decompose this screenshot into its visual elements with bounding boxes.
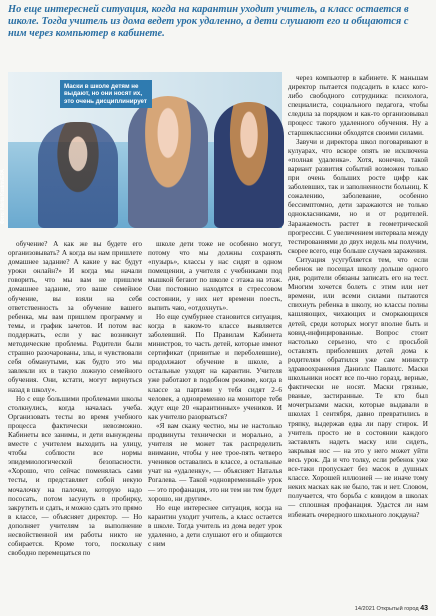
photo-person-right — [214, 102, 284, 228]
paragraph: обучение? А как же вы будете его организовывать? А когда вы нам пришлете домашнее задание? А какие у вас будут уроки онлайн?» И когда мы начали говорить, что мы вам не пришлем домашнее задание, это ваше семейное обучение, вы взяли на себя ответственность за обучение вашего ребенка, мы вам пришлем программу и темы, и график зачетов. И потом вас поддержать, если у вас возникнут методические проблемы. Родители были страшно разочарованы, злы, и чувствовали себя обманутыми, как будто это мы завлекли их в такую ложную семейного обучения. Они, кстати, могут вернуться назад в школу». — [8, 240, 142, 394]
paragraph: школе дети тоже не особенно могут, потому что мы должны сохранять «пузырь», классы у нас сидят в одном помещении, а учителя с учебниками под мышкой бегают по школе с этажа на этаж. Они постоянно находятся в стрессовом состоянии, у них нет времени поесть, выпить чаю, «отдохнуть». — [148, 240, 282, 312]
page-number: 43 — [420, 605, 428, 612]
issue-label: 14/2021 Открытый город — [354, 606, 419, 612]
photo-credit: Фото: Nikita Kostrin/EPA — [0, 169, 6, 224]
paragraph: Но еще сумбурнее становится ситуация, когда в каком-то классе выявляется заболевший. По Правилам Кабинета министров, то часть детей, которые имеют сертификат (привитые и переболевшие), продолжают обучение в школе, а остальные уходят на карантин. Учителя уже работают в подобном режиме, когда в классе за партами у тебя сидят 2–6 человек, а одновременно на мониторе тебя ждут еще 20 «карантинных» учеников. И как учителю разорваться? — [148, 312, 282, 421]
paragraph: через компьютер в кабинете. К маньшам директор пытается подсадить в класс кого-либо свободного сотрудника: психолога, специалиста, социального педагога, чтобы следила за порядком и как-то организовывал процесс такого удаленного обучения. Ну а старшеклассники обходятся своими силами. — [288, 74, 428, 137]
page-footer — [355, 605, 428, 612]
photo-caption: Маски в школе детям не выдают, но они носят их, это очень дисциплинирует — [60, 80, 152, 108]
article-column-1 — [8, 240, 142, 606]
paragraph: «Я вам скажу честно, мы не настолько продвинуты технически и морально, а учителя не может так распределить внимание, чтобы у нее трое-пять четверо учеников оставались в классе, а остальные учат на «удаленку», — объясняет Наталья Рогалева. — Такой «одновременный» урок — это профанация, это ни тем ни тем будет хорошо, ни другим». — [148, 421, 282, 503]
article-photo — [0, 72, 282, 228]
paragraph: Но с еще большими проблемами школы столкнулись, когда началась учеба. Организовать тесты во время учебного процесса фактически невозможно. Кабинеты все занимы, и дети вынуждены вместе с учителем выходить на улицу, чтобы соблюсти все нормы эпидемиологической безопасности. «Хорошо, что сейчас поменялась сами тесты, и представляет собой некую мочалочку на палочке, которую надо пососать, потом засунуть в пробирку, закрутить и сдать, и можно сдать это прямо в классе, — объясняет директор. — Но дополняет учителям за выполнение несвойственной им работы никто не собирается. Кроме того, поскольку свободно перемещаться по — [8, 394, 142, 558]
paragraph: Завучи и директора школ поговаривают в кулуарах, что вскоре опять не исключена «полная удаленка». Хотя, конечно, такой вариант развития событий возможен только при очень больших росте цифр как заболевших, так и заполненности больниц. К сожалению, заболевание, особенно бессимптомно, дети заражаются не только однокласниками, но и от родителей. Заражаемость растет в геометрической прогрессии. С увеличением интервала между тестированиями до двух недель мы получим, скорее всего, еще больше случаев заражения. — [288, 137, 428, 255]
article-column-2 — [148, 240, 282, 606]
photo-person-left — [38, 122, 118, 228]
paragraph: Но еще интереснее ситуация, когда на карантин уходит учитель, а класс остается в школе. Тогда учитель из дома ведет урок удаленно, а дети слушают его и общаются с ним — [148, 503, 282, 549]
article-column-3 — [288, 74, 428, 606]
photo-person-center — [128, 96, 208, 228]
lead-paragraph: Но еще интересней ситуация, когда на карантин уходит учитель, а класс остается в школе. Тогда учитель из дома ведет урок удаленно, а дети слушают его и общаются с ним через компьютер в кабинете. — [8, 4, 409, 40]
paragraph: Ситуация усугубляется тем, что если ребенок не посещал школу дольше одного дня, родители обязаны записать его на тест. Многим хочется болеть с этим или нет времени, или всеми силами пытаются спихнуть ребенка в школу, но классы полны кашляющих, чихающих и сморкающихся детей, среди которых могут вполне быть и ковид-инфицированные. Вопрос стоит настолько серьезно, что с просьбой оставлять приболевших детей дома к родителям обратился уже сам министр здравоохранения Даниэлс Павлютс. Маски школьники носят все по-чно горазд, верные, фактически не носят. Маски грязные, рваные, застиранные. Те кто был мочегрызами маски, которые выдавали в школах 1 сентября, давно превратились в тряпку, выдержав едва ли пару стирок. И учитель просто не в состоянии каждого заставлять надеть маску или сидеть, закрывая нос — на это у него может уйти весь урок. Да и что толку, если ребенок уже все-таки пропускает без масок в душных классе. Хорошей иллюзией — не иначе тому неких масках как не было, так и нет. Словом, получается, что борьба с ковидом в школах — сплошная профанация. Удастся ли нам избежать очередного школьного локдауна? — [288, 255, 428, 519]
